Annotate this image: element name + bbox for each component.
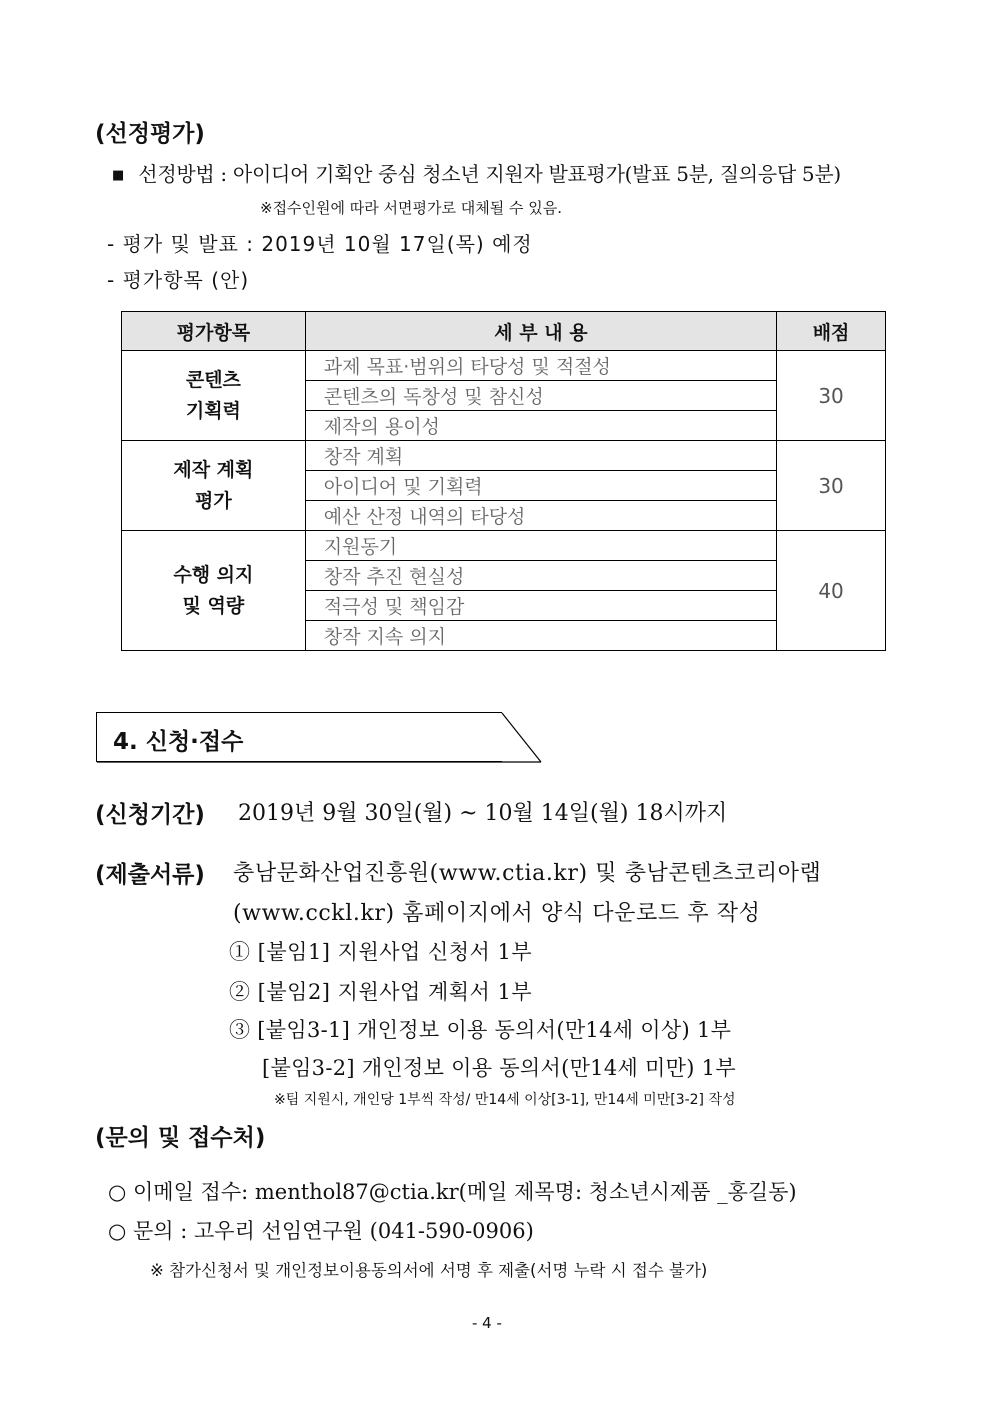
doc-item-1: ① [붙임1] 지원사업 신청서 1부 (229, 940, 533, 964)
category-cell (122, 351, 306, 441)
header-score: 배점 (777, 312, 886, 351)
detail-item: 적극성 및 책임감 (305, 591, 776, 621)
detail-item: 아이디어 및 기획력 (305, 471, 776, 501)
period-label: (신청기간) (95, 802, 205, 828)
category-line: 기획력 (185, 399, 241, 422)
header-category: 평가항목 (122, 312, 306, 351)
score-cell: 40 (777, 531, 886, 651)
detail-item: 창작 추진 현실성 (305, 561, 776, 591)
detail-item: 창작 지속 의지 (305, 621, 776, 651)
selection-method (112, 158, 841, 187)
detail-item: 제작의 용이성 (305, 411, 776, 441)
category-cell (122, 531, 306, 651)
detail-item: 콘텐츠의 독창성 및 참신성 (305, 381, 776, 411)
selection-method-note: ※접수인원에 따라 서면평가로 대체될 수 있음. (260, 199, 562, 217)
category-line: 및 역량 (182, 594, 245, 617)
contact-label: (문의 및 접수처) (95, 1125, 266, 1151)
detail-item: 예산 산정 내역의 타당성 (305, 501, 776, 531)
doc-item-3b: [붙임3-2] 개인정보 이용 동의서(만14세 미만) 1부 (262, 1056, 736, 1080)
table-header-row (122, 312, 886, 351)
selection-method-text: 선정방법 : 아이디어 기획안 중심 청소년 지원자 발표평가(발표 5분, 질의응답 5분) (138, 162, 841, 186)
detail-item: 과제 목표·범위의 타당성 및 적절성 (305, 351, 776, 381)
table-row (122, 351, 886, 381)
selection-heading: (선정평가) (95, 121, 205, 147)
inquiry-line: ○ 문의 : 고우리 선임연구원 (041-590-0906) (108, 1219, 534, 1243)
docs-line-2: (www.cckl.kr) 홈페이지에서 양식 다운로드 후 작성 (233, 901, 761, 926)
evaluation-date-line: - 평가 및 발표 : 2019년 10월 17일(목) 예정 (107, 232, 533, 256)
section-4-title: 4. 신청·접수 (113, 729, 244, 755)
docs-note: ※팀 지원시, 개인당 1부씩 작성/ 만14세 이상[3-1], 만14세 미만[3-2] 작성 (274, 1092, 736, 1108)
category-cell (122, 441, 306, 531)
category-line: 제작 계획 (173, 458, 254, 481)
bullet-square-icon: ■ (112, 168, 125, 183)
table-row (122, 531, 886, 561)
category-line: 평가 (195, 489, 232, 512)
table-row (122, 441, 886, 471)
score-cell: 30 (777, 351, 886, 441)
email-line: ○ 이메일 접수: menthol87@ctia.kr(메일 제목명: 청소년시제품 _홍길동) (108, 1180, 797, 1204)
category-line: 콘텐츠 (185, 368, 241, 391)
docs-label: (제출서류) (95, 862, 205, 888)
evaluation-items-line: - 평가항목 (안) (107, 268, 250, 292)
detail-item: 창작 계획 (305, 441, 776, 471)
doc-item-3a: ③ [붙임3-1] 개인정보 이용 동의서(만14세 이상) 1부 (229, 1018, 732, 1042)
section-4-header (96, 712, 502, 762)
score-cell: 30 (777, 441, 886, 531)
evaluation-table (121, 311, 886, 651)
docs-line-1: 충남문화산업진흥원(www.ctia.kr) 및 충남콘텐츠코리아랩 (233, 861, 822, 886)
contact-note: ※ 참가신청서 및 개인정보이용동의서에 서명 후 제출(서명 누락 시 접수 불가) (150, 1261, 708, 1280)
doc-item-2: ② [붙임2] 지원사업 계획서 1부 (229, 980, 533, 1004)
detail-item: 지원동기 (305, 531, 776, 561)
period-value: 2019년 9월 30일(월) ~ 10월 14일(월) 18시까지 (238, 801, 728, 826)
category-line: 수행 의지 (173, 563, 254, 586)
page-number: - 4 - (472, 1314, 502, 1332)
header-details: 세 부 내 용 (305, 312, 776, 351)
